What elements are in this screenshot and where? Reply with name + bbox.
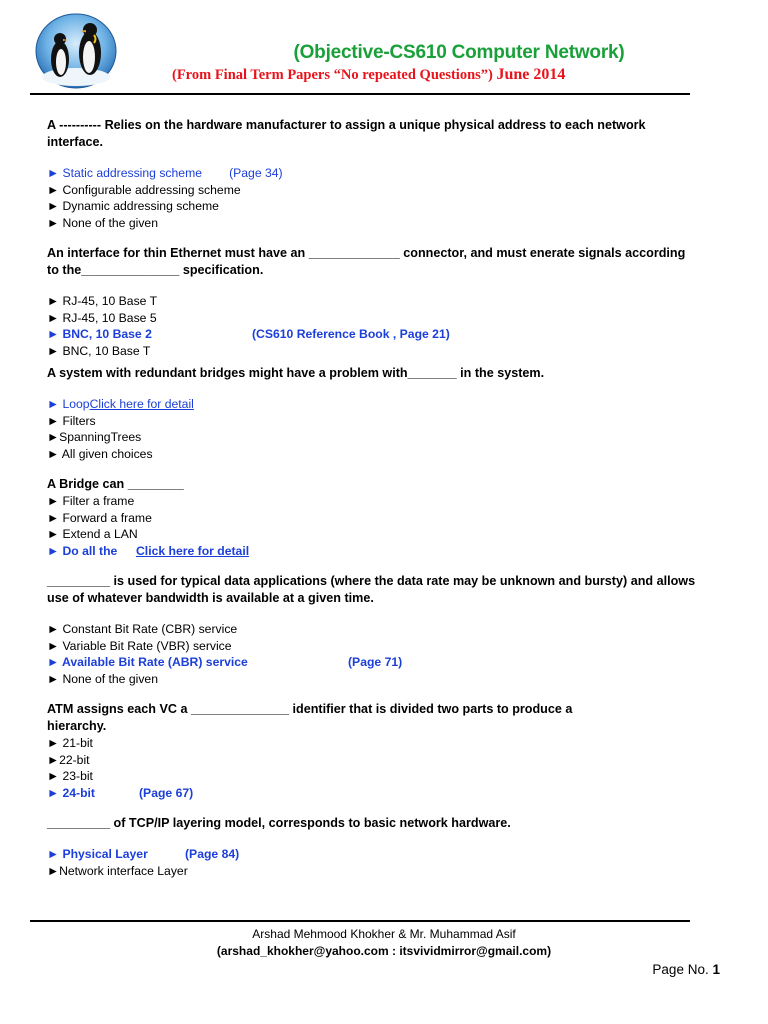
footer-divider <box>30 920 690 922</box>
question-text: A system with redundant bridges might have a problem with_______ in the system. <box>47 366 545 380</box>
answer-option-correct <box>47 654 697 671</box>
answer-option: ► None of the given <box>47 215 158 230</box>
answer-option-correct <box>47 326 697 343</box>
answer-option: ► Dynamic addressing scheme <box>47 199 219 213</box>
document-subtitle <box>172 66 565 84</box>
answer-option-correct <box>47 165 697 182</box>
option-text: ► Do all the <box>47 543 118 558</box>
page-reference: (Page 34) <box>229 166 283 180</box>
questions-list <box>47 117 697 879</box>
page-reference: (Page 84) <box>185 847 240 861</box>
answer-option: ► Configurable addressing scheme <box>47 182 241 197</box>
question-text: ATM assigns each VC a ______________ identifier that is divided two parts to produce a hierarchy. <box>47 702 573 733</box>
answer-option: ► 23-bit <box>47 769 93 783</box>
answer-option: ► Forward a frame <box>47 510 152 525</box>
answer-option-correct <box>47 785 697 802</box>
detail-link[interactable]: Click here for detail <box>136 543 250 558</box>
answer-option-correct <box>47 543 697 560</box>
answer-option: ► RJ-45, 10 Base 5 <box>47 310 157 325</box>
option-text: ► Static addressing scheme <box>47 166 202 180</box>
option-text: ► 24-bit <box>47 785 95 800</box>
page-reference: (Page 71) <box>348 655 403 669</box>
answer-option: ► RJ-45, 10 Base T <box>47 294 158 308</box>
answer-option: ►22-bit <box>47 752 90 767</box>
subtitle-year: June 2014 <box>496 66 566 83</box>
answer-option: ► BNC, 10 Base T <box>47 343 151 358</box>
question-text: A Bridge can ________ <box>47 477 184 491</box>
question-text: _________ is used for typical data applications (where the data rate may be unknown and bursty) and allows use of whatever bandwidth is available at a given time. <box>47 574 696 605</box>
answer-option: ► 21-bit <box>47 736 93 750</box>
question-text: An interface for thin Ethernet must have an _____________ connector, and must enerate signals according to the______________ specification. <box>47 246 686 277</box>
option-text: ► Available Bit Rate (ABR) service <box>47 655 248 669</box>
option-text: ► Loop <box>47 397 90 411</box>
footer-authors: Arshad Mehmood Khokher & Mr. Muhammad Asif <box>252 927 516 941</box>
option-text: ► BNC, 10 Base 2 <box>47 327 152 341</box>
answer-option: ► Variable Bit Rate (VBR) service <box>47 638 232 653</box>
header-divider <box>30 93 690 95</box>
page-reference: (CS610 Reference Book , Page 21) <box>252 327 450 341</box>
footer-emails: (arshad_khokher@yahoo.com : itsvividmirror@gmail.com) <box>216 944 552 958</box>
answer-option: ►Network interface Layer <box>47 863 188 878</box>
answer-option-correct <box>47 396 697 413</box>
answer-option: ►SpanningTrees <box>47 430 142 444</box>
answer-option: ► None of the given <box>47 671 158 686</box>
question-text: _________ of TCP/IP layering model, corresponds to basic network hardware. <box>47 816 511 830</box>
page-number: Page No. 1 <box>652 962 720 977</box>
option-text: ► Physical Layer <box>47 847 148 861</box>
answer-option: ► Constant Bit Rate (CBR) service <box>47 622 238 636</box>
document-title: (Objective-CS610 Computer Network) <box>293 42 625 63</box>
answer-option: ► Filters <box>47 413 96 428</box>
page-reference: (Page 67) <box>139 785 194 800</box>
question-text: A ---------- Relies on the hardware manufacturer to assign a unique physical address to each network interface. <box>47 118 646 149</box>
answer-option: ► Extend a LAN <box>47 527 138 541</box>
subtitle-text: (From Final Term Papers “No repeated Questions”) <box>172 67 493 83</box>
answer-option-correct <box>47 846 697 863</box>
detail-link[interactable]: Click here for detail <box>89 397 194 411</box>
answer-option: ► Filter a frame <box>47 494 135 508</box>
answer-option: ► All given choices <box>47 446 153 461</box>
